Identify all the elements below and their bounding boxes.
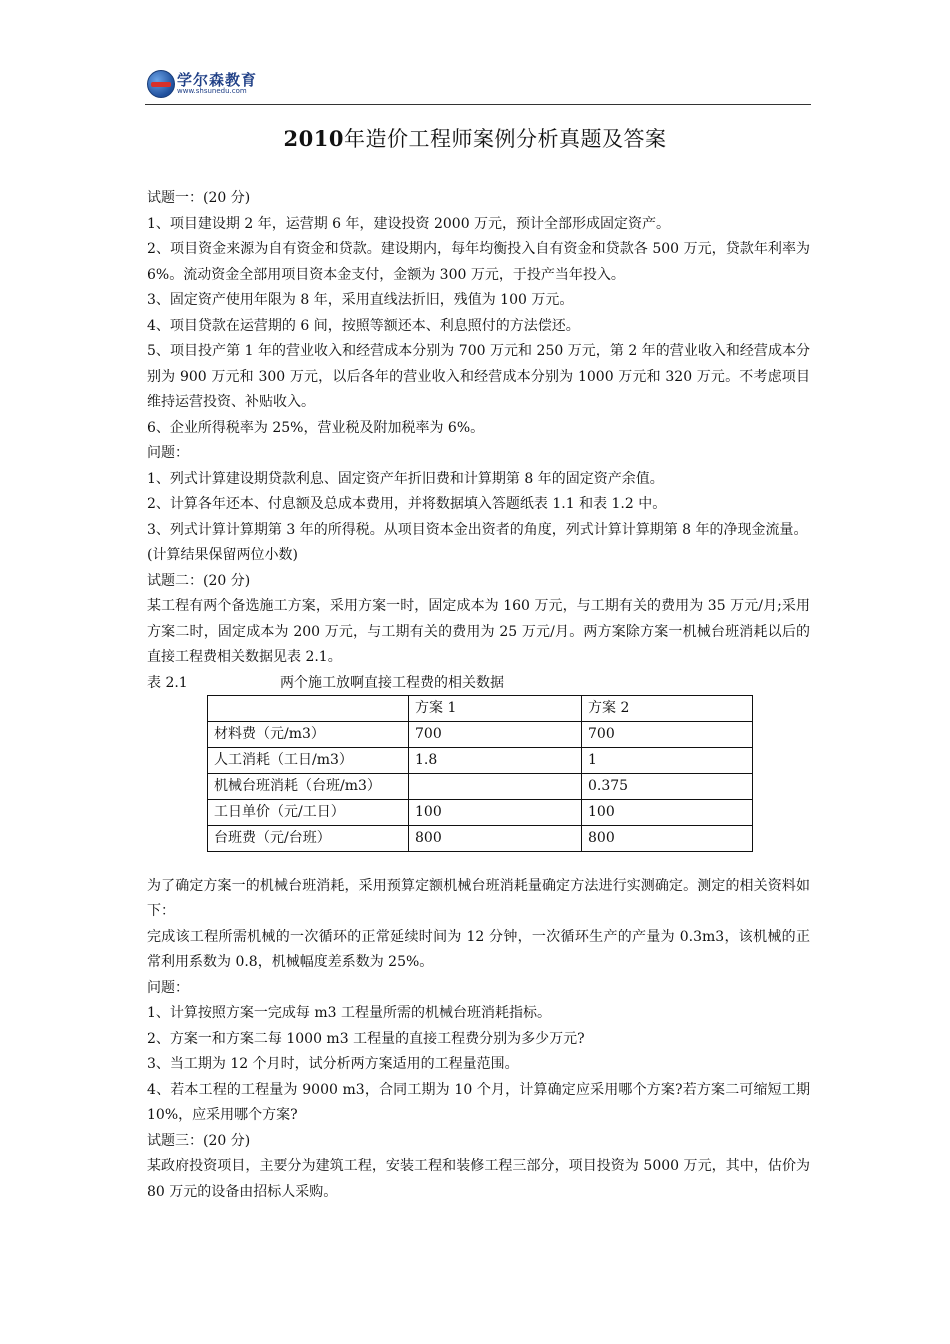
table-label: 表 2.1 [147, 674, 188, 691]
table-cell: 材料费（元/m3） [208, 721, 409, 747]
table-header-row [208, 695, 753, 721]
title-text: 年造价工程师案例分析真题及答案 [343, 127, 667, 151]
paragraph: 2、计算各年还本、付息额及总成本费用，并将数据填入答题纸表 1.1 和表 1.2 中。 [147, 496, 667, 512]
table-header-cell: 方案 1 [409, 695, 582, 721]
table-cell [409, 773, 582, 799]
paragraph: 问题： [147, 445, 189, 461]
table-cell: 700 [409, 721, 582, 747]
document-body [147, 186, 810, 1205]
page-header [145, 68, 811, 106]
paragraph: 2、项目资金来源为自有资金和贷款。建设期内，每年均衡投入自有资金和贷款各 500 万元，贷款年利率为 6%。流动资金全部用项目资本金支付，金额为 300 万元，于投产当年投入。 [147, 241, 810, 283]
paragraph: 4、若本工程的工程量为 9000 m3，合同工期为 10 个月，计算确定应采用哪个方案?若方案二可缩短工期 10%，应采用哪个方案? [147, 1081, 810, 1123]
table-cell: 700 [582, 721, 753, 747]
title-year: 2010 [283, 126, 344, 151]
table-cell: 台班费（元/台班） [208, 825, 409, 851]
table-cell: 800 [409, 825, 582, 851]
question-two-continued [147, 874, 810, 1206]
document-title [0, 123, 950, 153]
table-header-cell: 方案 2 [582, 695, 753, 721]
paragraph: 3、固定资产使用年限为 8 年，采用直线法折旧，残值为 100 万元。 [147, 292, 574, 308]
question-one [147, 186, 810, 569]
paragraph: 2、方案一和方案二每 1000 m3 工程量的直接工程费分别为多少万元? [147, 1030, 585, 1047]
table-cell: 1 [582, 747, 753, 773]
question-two [147, 569, 810, 1206]
header-divider [145, 104, 811, 105]
table-row [208, 799, 753, 825]
paragraph: 某政府投资项目，主要分为建筑工程，安装工程和装修工程三部分，项目投资为 5000 万元，其中，估价为 80 万元的设备由招标人采购。 [147, 1158, 810, 1200]
paragraph: 完成该工程所需机械的一次循环的正常延续时间为 12 分钟，一次循环生产的产量为 0.3m3，该机械的正常利用系数为 0.8，机械幅度差系数为 25%。 [147, 928, 810, 970]
paragraph: 3、当工期为 12 个月时，试分析两方案适用的工程量范围。 [147, 1056, 519, 1072]
paragraph: 1、计算按照方案一完成每 m3 工程量所需的机械台班消耗指标。 [147, 1005, 551, 1021]
table-cell: 工日单价（元/工日） [208, 799, 409, 825]
paragraph: 问题： [147, 979, 189, 996]
table-cell: 100 [409, 799, 582, 825]
paragraph: 为了确定方案一的机械台班消耗，采用预算定额机械台班消耗量确定方法进行实测确定。测定的相关资料如下： [147, 877, 810, 919]
table-row [208, 721, 753, 747]
table-cell: 0.375 [582, 773, 753, 799]
paragraph: (计算结果保留两位小数) [147, 547, 298, 563]
paragraph: 试题三：(20 分) [147, 1132, 251, 1149]
table-row [208, 773, 753, 799]
paragraph: 5、项目投产第 1 年的营业收入和经营成本分别为 700 万元和 250 万元，第 2 年的营业收入和经营成本分别为 900 万元和 300 万元，以后各年的营业收入和经营成本分别为 1000 万元和 320 万元。不考虑项目维持运营投资、补贴收入。 [147, 343, 810, 410]
paragraph: 试题二：(20 分) [147, 572, 251, 589]
table-cell: 800 [582, 825, 753, 851]
paragraph: 1、项目建设期 2 年，运营期 6 年，建设投资 2000 万元，预计全部形成固定资产。 [147, 215, 671, 232]
table-cell: 人工消耗（工日/m3） [208, 747, 409, 773]
paragraph: 3、列式计算计算期第 3 年的所得税。从项目资本金出资者的角度，列式计算计算期第 8 年的净现金流量。 [147, 521, 808, 538]
table-cell: 1.8 [409, 747, 582, 773]
paragraph: 某工程有两个备选施工方案，采用方案一时，固定成本为 160 万元，与工期有关的费用为 35 万元/月;采用方案二时，固定成本为 200 万元，与工期有关的费用为 25 万元/月。两方案除方案一机械台班消耗以后的直接工程费相关数据见表 2.1。 [147, 598, 810, 665]
paragraph: 4、项目贷款在运营期的 6 间，按照等额还本、利息照付的方法偿还。 [147, 317, 580, 334]
paragraph: 试题一：(20 分) [147, 190, 251, 206]
table-cell: 100 [582, 799, 753, 825]
table-row [208, 747, 753, 773]
brand-name: 学尔森教育 [177, 71, 258, 89]
paragraph: 6、企业所得税率为 25%，营业税及附加税率为 6%。 [147, 419, 485, 436]
cost-data-table [207, 695, 753, 852]
globe-logo-icon [147, 70, 175, 98]
table-header-cell [208, 695, 409, 721]
table-caption [147, 671, 810, 696]
table-cell: 机械台班消耗（台班/m3） [208, 773, 409, 799]
table-title: 两个施工放啊直接工程费的相关数据 [280, 674, 504, 691]
brand-url: www.shsunedu.com [177, 87, 247, 95]
table-row [208, 825, 753, 851]
paragraph: 1、列式计算建设期贷款利息、固定资产年折旧费和计算期第 8 年的固定资产余值。 [147, 470, 664, 487]
